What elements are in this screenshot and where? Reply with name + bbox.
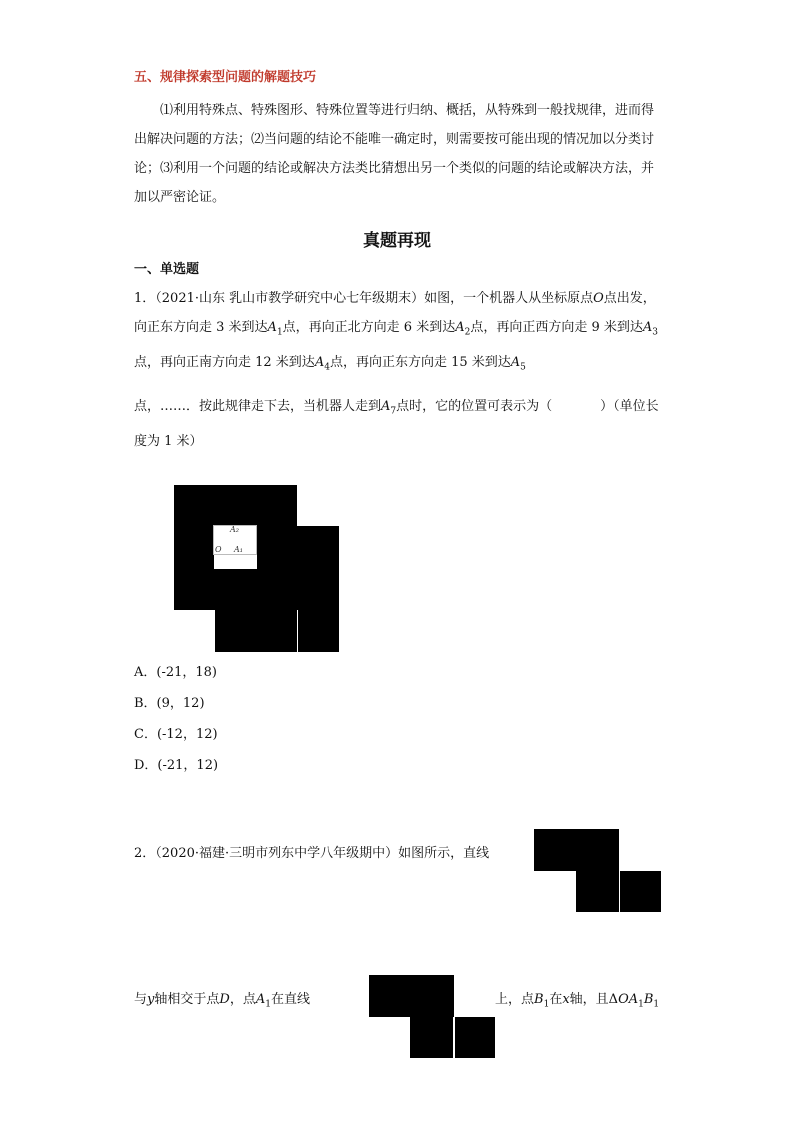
section-heading: 五、规律探索型问题的解题技巧: [134, 70, 317, 85]
redacted-formula: [534, 829, 619, 871]
coordinate-grid: [213, 525, 257, 555]
redacted-formula: [620, 871, 661, 912]
redacted-formula: [369, 975, 454, 1017]
label-origin: O: [215, 545, 222, 554]
option-c: C．(-12，12): [134, 727, 218, 742]
option-a: A．(-21，18): [134, 665, 218, 680]
redacted-block: [298, 610, 339, 652]
redacted-block: [174, 485, 297, 526]
question-1: 1．（2021·山东 乳山市教学研究中心七年级期末）如图，一个机器人从坐标原点O点出发，向正东方向走 3 米到达$A_1$点，再向正北方向走 6 米到达$A_2$点，再向正西方向走 9 米到达$A_3$点，再向正南方向走 12 米到达$A_4$点，再向正东方向走 15 米到达$A_5$ 点，……．按此规律走下去，当机器人走到$A_7$点时，它的位置可表示为（ ）（单位长度为 1 米）: [134, 291, 659, 449]
option-d: D．(-21，12): [134, 758, 219, 773]
redacted-block: [174, 569, 297, 610]
subtitle-single-choice: 一、单选题: [134, 262, 200, 277]
option-b: B．(9，12): [134, 696, 205, 711]
question-1-figure: [173, 485, 339, 653]
redacted-formula: [410, 1017, 453, 1058]
redacted-formula: [576, 871, 619, 912]
page-title: 真题再现: [363, 231, 431, 251]
redacted-formula: [455, 1017, 495, 1058]
question-2-line-3: 上，点$B_1$在x轴，且$\Delta OA_1B_1$: [495, 992, 660, 1010]
tips-paragraph: ⑴利用特殊点、特殊图形、特殊位置等进行归纳、概括，从特殊到一般找规律，进而得出解决问题的方法；⑵当问题的结论不能唯一确定时，则需要按可能出现的情况加以分类讨论；⑶利用一个问题的结论或解决方法类比猜想出另一个类似的问题的结论或解决方法，并加以严密论证。: [134, 103, 655, 205]
question-2-line-2: 与y轴相交于点D，点$A_1$在直线: [134, 992, 310, 1010]
label-a2: A₂: [230, 525, 239, 534]
question-2-line-1: 2．（2020·福建·三明市列东中学八年级期中）如图所示，直线: [134, 846, 490, 861]
redacted-block: [215, 610, 297, 652]
label-a1: A₁: [234, 545, 243, 554]
